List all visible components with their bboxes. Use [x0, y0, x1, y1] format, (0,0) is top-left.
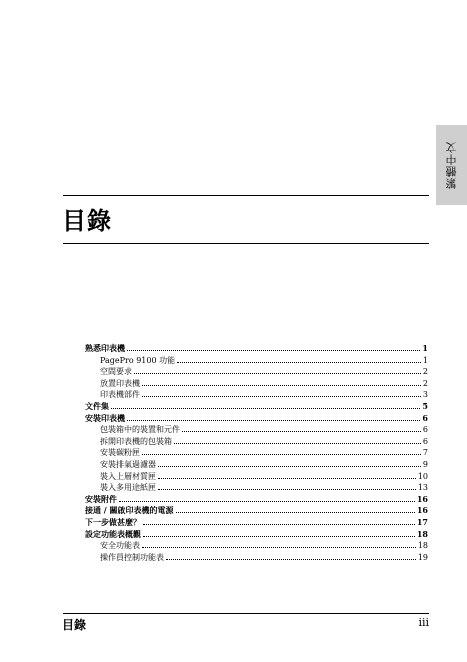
toc-dot-leader [166, 552, 416, 560]
toc-dot-leader [143, 517, 415, 525]
footer-rule [63, 613, 429, 614]
toc-dot-leader [158, 459, 421, 467]
toc-dot-leader [127, 413, 420, 421]
toc-entry-title: 設定功能表概觀 [85, 529, 141, 539]
toc-entry-title: 安裝印表機 [85, 413, 125, 423]
toc-dot-leader [142, 447, 421, 455]
toc-entry-page: 5 [422, 400, 428, 411]
footer-title: 目錄 [62, 618, 87, 632]
toc-entry-title: 操作員控制功能表 [100, 552, 164, 562]
toc-entry-title: PagePro 9100 功能 [100, 355, 176, 365]
toc-entry-title: 安裝附件 [85, 494, 117, 504]
toc-entry-title: 安裝排氣過濾器 [100, 459, 156, 469]
toc-entry[interactable] [85, 471, 428, 483]
heading-rule [63, 243, 429, 244]
toc-dot-leader [111, 401, 420, 409]
toc-entry[interactable] [85, 343, 428, 355]
toc-entry-page: 6 [422, 425, 428, 435]
footer-page-number: iii [418, 616, 429, 629]
toc-entry-title: 接通 / 關啟印表機的電源 [85, 506, 174, 516]
toc-entry[interactable] [85, 401, 428, 413]
toc-entry-page: 7 [422, 448, 428, 458]
toc-entry-title: 空間要求 [100, 367, 132, 377]
toc-entry[interactable] [85, 424, 428, 436]
toc-entry[interactable] [85, 540, 428, 552]
toc-dot-leader [127, 343, 420, 351]
toc-entry-title: 裝入上層材質匣 [100, 471, 156, 481]
toc-dot-leader [134, 366, 421, 374]
language-tab [436, 125, 467, 205]
toc-entry-page: 9 [422, 459, 428, 469]
toc-dot-leader [119, 494, 415, 502]
toc-entry-title: 印表機部件 [100, 390, 140, 400]
toc-entry-page: 6 [422, 436, 428, 446]
toc-entry[interactable] [85, 436, 428, 448]
toc-entry-page: 16 [416, 505, 428, 516]
toc-dot-leader [177, 355, 421, 363]
toc-entry-page: 6 [422, 412, 428, 423]
toc-entry-page: 10 [417, 471, 428, 481]
toc-entry[interactable] [85, 447, 428, 459]
toc-dot-leader [176, 505, 415, 513]
toc-dot-leader [142, 540, 416, 548]
toc-entry-page: 13 [417, 483, 428, 493]
toc-entry[interactable] [85, 355, 428, 367]
toc-entry-page: 17 [416, 516, 428, 527]
toc-dot-leader [142, 389, 421, 397]
toc-entry-title: 放置印表機 [100, 378, 140, 388]
top-rule [63, 195, 429, 196]
toc-entry-page: 1 [422, 355, 428, 365]
toc-dot-leader [182, 424, 421, 432]
toc-entry[interactable] [85, 459, 428, 471]
toc-entry[interactable] [85, 366, 428, 378]
page-heading: 目錄 [62, 207, 112, 235]
toc-entry[interactable] [85, 552, 428, 564]
toc-dot-leader [174, 436, 421, 444]
toc-dot-leader [158, 482, 416, 490]
table-of-contents [85, 343, 428, 563]
toc-entry-page: 19 [417, 552, 428, 562]
toc-entry-page: 16 [416, 493, 428, 504]
toc-entry-title: 文件集 [85, 401, 109, 411]
toc-entry[interactable] [85, 494, 428, 506]
toc-entry-page: 3 [422, 390, 428, 400]
toc-entry-page: 18 [416, 528, 428, 539]
toc-entry-page: 2 [422, 378, 428, 388]
toc-entry[interactable] [85, 529, 428, 541]
toc-entry[interactable] [85, 517, 428, 529]
toc-entry[interactable] [85, 505, 428, 517]
toc-entry-page: 18 [417, 541, 428, 551]
toc-entry-title: 安裝碳粉匣 [100, 448, 140, 458]
language-tab-label: 繁體中文 [444, 141, 458, 189]
toc-entry-page: 1 [422, 343, 428, 353]
toc-entry-title: 安全功能表 [100, 541, 140, 551]
toc-entry[interactable] [85, 413, 428, 425]
toc-entry-title: 下一步做甚麼？ [85, 517, 141, 527]
toc-entry-page: 2 [422, 367, 428, 377]
toc-entry[interactable] [85, 389, 428, 401]
toc-entry-title: 熟悉印表機 [85, 344, 125, 353]
toc-dot-leader [143, 529, 415, 537]
toc-dot-leader [142, 378, 421, 386]
toc-entry[interactable] [85, 378, 428, 390]
toc-entry-title: 包裝箱中的裝置和元件 [100, 425, 180, 435]
toc-entry-title: 裝入多用途紙匣 [100, 483, 156, 493]
toc-entry-title: 拆開印表機的包裝箱 [100, 436, 172, 446]
toc-entry[interactable] [85, 482, 428, 494]
toc-dot-leader [158, 471, 416, 479]
